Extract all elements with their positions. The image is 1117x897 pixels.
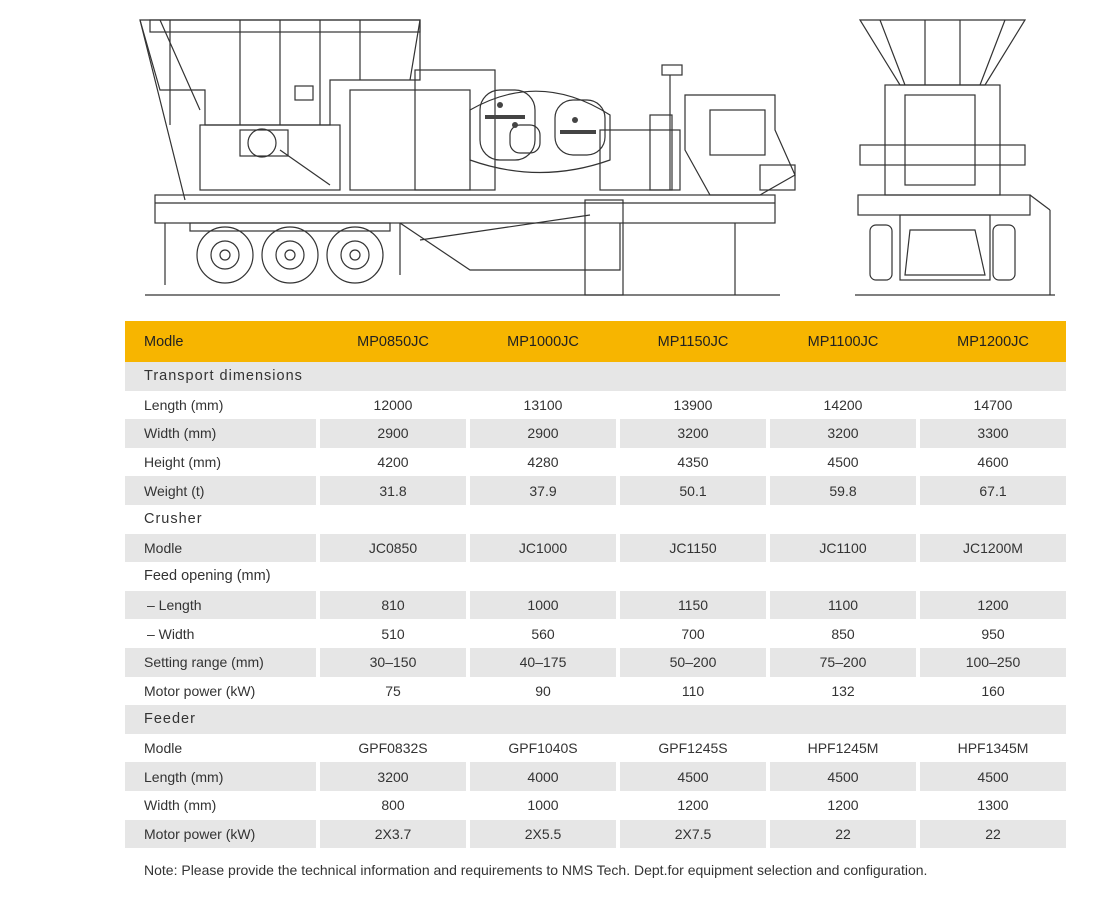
table-cell: 4600 <box>977 454 1009 471</box>
table-cell: 4500 <box>620 762 766 791</box>
table-row <box>125 734 1066 763</box>
table-cell: 1200 <box>827 797 859 814</box>
table-row <box>125 677 1066 706</box>
rear-view-hopper <box>860 20 1025 85</box>
table-header-row <box>125 321 1066 362</box>
table-cell: 110 <box>681 682 705 699</box>
model-header: MP1200JC <box>957 333 1029 350</box>
table-cell: 22 <box>770 820 916 849</box>
table-cell: 700 <box>681 625 705 642</box>
header-label: Modle <box>144 333 184 350</box>
section-title: Feeder <box>144 711 196 728</box>
table-cell: HPF1245M <box>807 740 879 757</box>
table-cell: 1100 <box>770 591 916 620</box>
row-label: Length (mm) <box>144 396 224 413</box>
table-cell: 59.8 <box>770 476 916 505</box>
table-cell: JC1000 <box>470 534 616 563</box>
section-row <box>125 705 1066 734</box>
table-cell: 132 <box>831 682 855 699</box>
table-cell: 4500 <box>770 762 916 791</box>
table-cell: 560 <box>531 625 555 642</box>
model-header: MP0850JC <box>357 333 429 350</box>
table-cell: 1200 <box>920 591 1066 620</box>
table-cell: 4280 <box>527 454 559 471</box>
table-cell: 4200 <box>377 454 409 471</box>
table-cell: HPF1345M <box>957 740 1029 757</box>
machine-line-drawing <box>0 0 1117 310</box>
table-row <box>125 391 1066 420</box>
table-cell: 90 <box>535 682 551 699</box>
table-cell: 67.1 <box>920 476 1066 505</box>
table-cell: 4500 <box>827 454 859 471</box>
row-label: Motor power (kW) <box>125 820 316 849</box>
footnote: Note: Please provide the technical information and requirements to NMS Tech. Dept.for equipment selection and configuration. <box>144 862 928 878</box>
table-cell: 75–200 <box>770 648 916 677</box>
table-cell: 13100 <box>523 396 563 413</box>
row-label: Height (mm) <box>144 454 222 471</box>
table-cell: 1000 <box>470 591 616 620</box>
row-label: Motor power (kW) <box>144 682 256 699</box>
row-label: Weight (t) <box>125 476 316 505</box>
table-row <box>125 791 1066 820</box>
table-cell: 3200 <box>320 762 466 791</box>
table-cell: 2900 <box>470 419 616 448</box>
table-cell: GPF1040S <box>508 740 578 757</box>
table-cell: 40–175 <box>470 648 616 677</box>
table-cell: 160 <box>981 682 1005 699</box>
table-cell: 1200 <box>677 797 709 814</box>
table-cell: 3200 <box>770 419 916 448</box>
table-cell: JC0850 <box>320 534 466 563</box>
section-row <box>125 362 1066 391</box>
row-label: – Length <box>125 591 316 620</box>
table-cell: 2X5.5 <box>470 820 616 849</box>
table-cell: 2X3.7 <box>320 820 466 849</box>
row-label: Width (mm) <box>125 419 316 448</box>
section-title: Transport dimensions <box>144 368 303 385</box>
table-row <box>125 762 1066 791</box>
table-cell: 100–250 <box>920 648 1066 677</box>
table-cell: 31.8 <box>320 476 466 505</box>
row-label: Modle <box>125 534 316 563</box>
specification-table <box>125 321 1066 848</box>
table-cell: 13900 <box>673 396 713 413</box>
section-title: Feed opening (mm) <box>144 568 271 585</box>
table-cell: 1000 <box>527 797 559 814</box>
table-cell: 37.9 <box>470 476 616 505</box>
wheels <box>190 223 390 283</box>
table-row <box>125 448 1066 477</box>
table-cell: 4000 <box>470 762 616 791</box>
model-header: MP1100JC <box>807 333 879 350</box>
table-cell: 2X7.5 <box>620 820 766 849</box>
section-title: Crusher <box>144 511 203 528</box>
table-cell: GPF0832S <box>358 740 428 757</box>
model-header: MP1000JC <box>507 333 579 350</box>
row-label: Modle <box>144 740 183 757</box>
table-cell: 4500 <box>920 762 1066 791</box>
table-cell: 75 <box>385 682 401 699</box>
table-cell: 950 <box>981 625 1005 642</box>
table-cell: 3300 <box>920 419 1066 448</box>
table-row <box>125 419 1066 448</box>
table-cell: 14700 <box>973 396 1013 413</box>
table-row <box>125 820 1066 849</box>
table-cell: 3200 <box>620 419 766 448</box>
table-cell: 810 <box>320 591 466 620</box>
chassis-frame <box>155 195 775 223</box>
table-row <box>125 534 1066 563</box>
table-cell: 1150 <box>620 591 766 620</box>
section-row <box>125 505 1066 534</box>
table-cell: 2900 <box>320 419 466 448</box>
table-cell: 1300 <box>977 797 1009 814</box>
table-row <box>125 648 1066 677</box>
table-cell: JC1100 <box>770 534 916 563</box>
row-label: Width (mm) <box>144 797 217 814</box>
table-cell: 850 <box>831 625 855 642</box>
table-cell: 50–200 <box>620 648 766 677</box>
row-label: Length (mm) <box>125 762 316 791</box>
table-row <box>125 591 1066 620</box>
table-cell: GPF1245S <box>658 740 728 757</box>
table-row <box>125 476 1066 505</box>
model-header: MP1150JC <box>657 333 729 350</box>
row-label: – Width <box>147 625 195 642</box>
table-cell: 800 <box>381 797 405 814</box>
table-cell: 4350 <box>677 454 709 471</box>
table-cell: 22 <box>920 820 1066 849</box>
table-cell: 50.1 <box>620 476 766 505</box>
table-row <box>125 619 1066 648</box>
section-row <box>125 562 1066 591</box>
row-label: Setting range (mm) <box>125 648 316 677</box>
table-cell: 510 <box>381 625 405 642</box>
table-cell: 12000 <box>373 396 413 413</box>
table-cell: JC1200M <box>920 534 1066 563</box>
table-cell: 14200 <box>823 396 863 413</box>
table-cell: 30–150 <box>320 648 466 677</box>
table-cell: JC1150 <box>620 534 766 563</box>
